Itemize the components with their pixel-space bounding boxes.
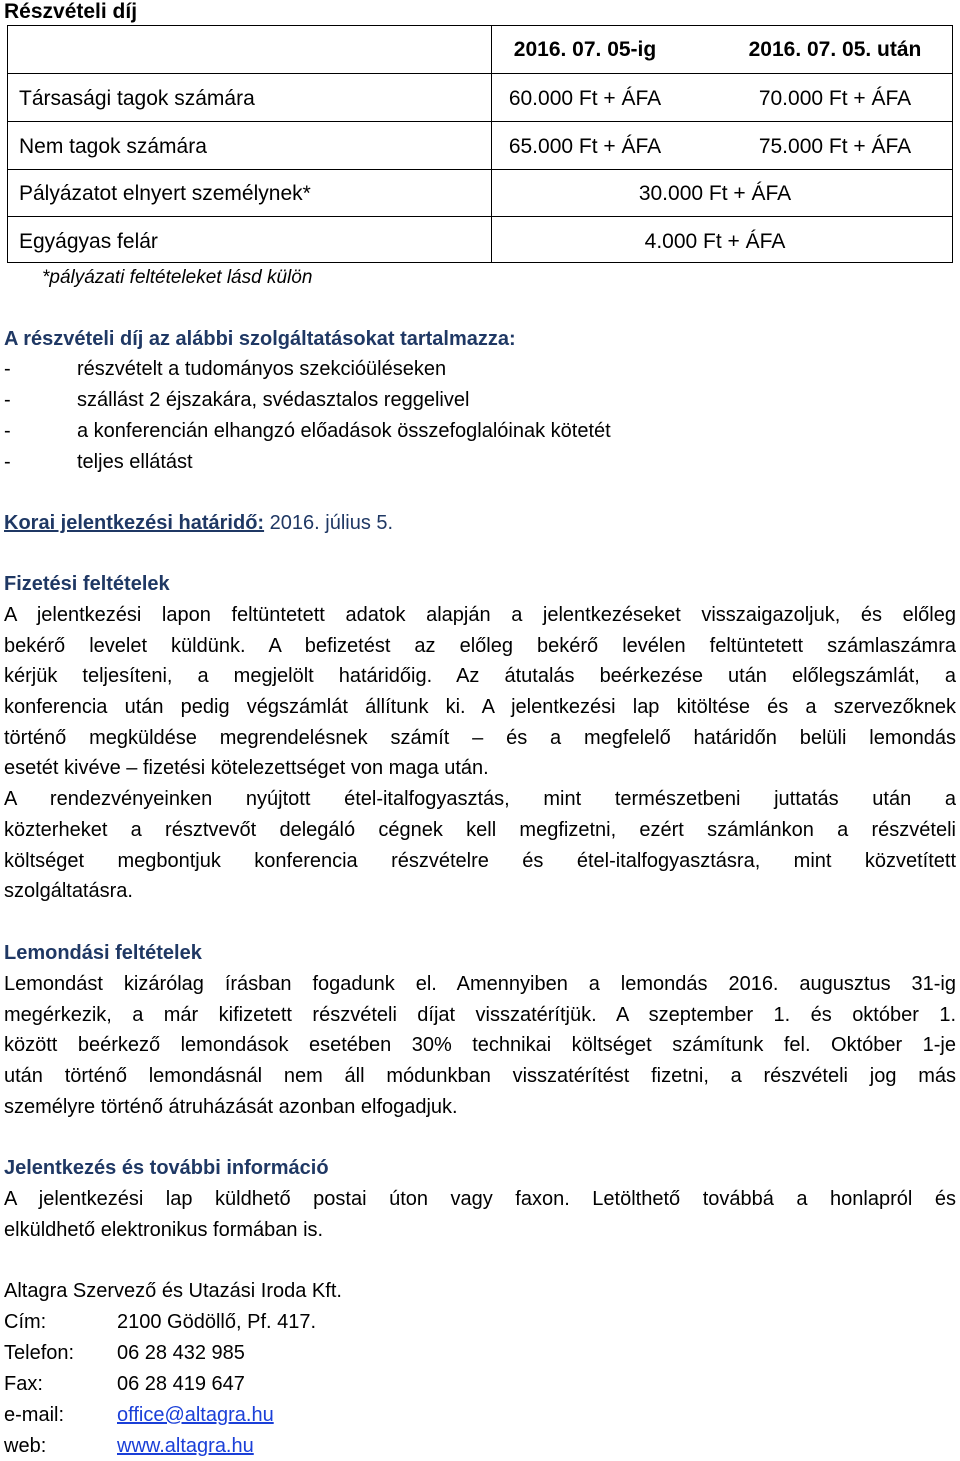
payment-text: A jelentkezési lapon feltüntetett adatok alapján a jelentkezéseket visszaigazoljuk, és előleg bekérő levelet küldünk. A befizetést az előleg bekérő levélen feltüntetett számlaszámra kérjük teljesíteni, a megjelölt határidőig. Az átutalás beérkezése után előlegszámlát, a konferencia után pedig végszámlát állítunk ki. A jelentkezési lap kitöltése és a szervezőknek történő megküldése megrendelésnek számít – és a megfelelő határidőn belüli lemondás esetét kivéve – fizetési kötelezettséget von maga után. A rendezvényeinken nyújtott étel-italfogyasztás, mint természetbeni juttatás után a közterheket a résztvevőt delegáló cégnek kell megfizetni, ezért számlánkon a részvételi költséget megbontjuk konferencia részvételre és étel-italfogyasztásra, mint közvetített szolgáltatásra. <box>4 604 956 903</box>
email-label: e-mail: <box>4 1404 65 1426</box>
deadline-line <box>4 512 393 535</box>
fee-footnote: *pályázati feltételeket lásd külön <box>42 267 313 288</box>
deadline-label: Korai jelentkezési határidő: <box>4 512 265 534</box>
phone-label: Telefon: <box>4 1342 75 1364</box>
col-header-early: 2016. 07. 05-ig <box>513 38 657 61</box>
table-divider <box>8 169 952 170</box>
row-label-single: Egyágyas felár <box>19 230 158 253</box>
price-nonmembers-early: 65.000 Ft + ÁFA <box>508 135 662 158</box>
list-item: - szállást 2 éjszakára, svédasztalos reggelivel <box>4 389 470 411</box>
fee-table <box>7 25 953 263</box>
price-grant: 30.000 Ft + ÁFA <box>638 182 792 205</box>
registration-text: A jelentkezési lap küldhető postai úton vagy faxon. Letölthető továbbá a honlapról és elküldhető elektronikus formában is. <box>4 1188 956 1241</box>
row-label-members: Társasági tagok számára <box>19 87 255 110</box>
list-item: - a konferencián elhangzó előadások összefoglalóinak kötetét <box>4 420 611 442</box>
price-single: 4.000 Ft + ÁFA <box>644 230 786 253</box>
list-item: - részvételt a tudományos szekcióüléseken <box>4 358 447 380</box>
list-item: - teljes ellátást <box>4 451 193 473</box>
deadline-value: 2016. július 5. <box>269 512 394 534</box>
fax-label: Fax: <box>4 1373 43 1395</box>
cancellation-heading: Lemondási feltételek <box>4 942 202 964</box>
price-nonmembers-late: 75.000 Ft + ÁFA <box>758 135 912 158</box>
payment-heading: Fizetési feltételek <box>4 573 170 595</box>
cancellation-text: Lemondást kizárólag írásban fogadunk el. Amennyiben a lemondás 2016. augusztus 31-ig megérkezik, a már kifizetett részvételi díjat visszatérítjük. A szeptember 1. és október 1. között beérkező lemondások esetében 30% technikai költséget számítunk fel. Október 1-je után történő lemondásnál nem áll módunkban visszatérítést fizetni, a részvételi jog más személyre történő átruházását azonban elfogadjuk. <box>4 973 956 1118</box>
phone-value: 06 28 432 985 <box>117 1342 245 1364</box>
row-label-grant: Pályázatot elnyert személynek* <box>19 182 311 205</box>
fax-value: 06 28 419 647 <box>117 1373 245 1395</box>
web-link[interactable]: www.altagra.hu <box>117 1435 254 1457</box>
email-link[interactable]: office@altagra.hu <box>117 1404 274 1426</box>
company-name: Altagra Szervező és Utazási Iroda Kft. <box>4 1280 342 1302</box>
row-label-nonmembers: Nem tagok számára <box>19 135 207 158</box>
address-value: 2100 Gödöllő, Pf. 417. <box>117 1311 317 1333</box>
registration-heading: Jelentkezés és további információ <box>4 1157 329 1179</box>
table-divider <box>8 216 952 217</box>
table-divider <box>491 26 492 262</box>
col-header-late: 2016. 07. 05. után <box>748 38 922 61</box>
address-label: Cím: <box>4 1311 47 1333</box>
table-divider <box>8 121 952 122</box>
price-members-early: 60.000 Ft + ÁFA <box>508 87 662 110</box>
price-members-late: 70.000 Ft + ÁFA <box>758 87 912 110</box>
fee-title: Részvételi díj <box>4 0 138 23</box>
web-label: web: <box>4 1435 47 1457</box>
includes-heading: A részvételi díj az alábbi szolgáltatásokat tartalmazza: <box>4 328 516 350</box>
table-divider <box>8 73 952 74</box>
